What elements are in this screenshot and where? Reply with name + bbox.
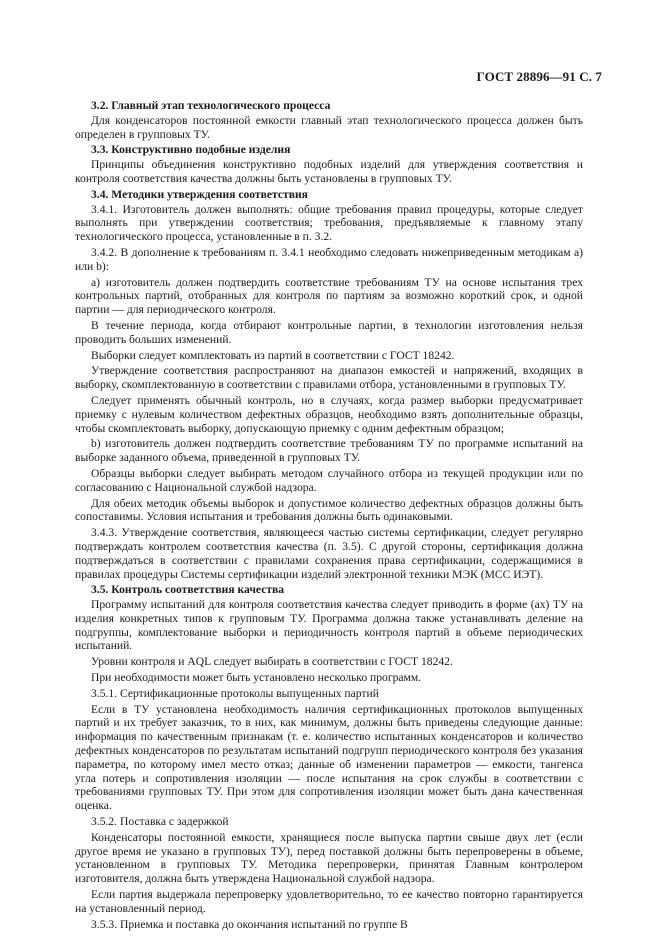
paragraph: 3.5.1. Сертификационные протоколы выпущенных партий bbox=[91, 686, 379, 700]
paragraph: Уровни контроля и AQL следует выбирать в соответствии с ГОСТ 18242. bbox=[91, 655, 453, 669]
paragraph: Если в ТУ установлена необходимость наличия сертификационных протоколов выпущенных партий и их требует заказчик, то в них, как минимум, должны быть приведены следующие данные: информация по качественным признакам (т. е. количество испытанных конденсаторов и количество дефектных конденсаторов по результатам испытаний подгрупп периодического контроля без указания параметра, по которому имел место отказ; данные об изменении параметров — емкости, тангенса угла потерь и сопротивления изоляции — после испытания на срок службы в соответствии с требованиями групповых ТУ. При этом для сопротивления изоляции может быть дана качественная оценка. bbox=[75, 702, 583, 813]
paragraph: Для конденсаторов постоянной емкости главный этап технологического процесса должен быть определен в групповых ТУ. bbox=[75, 113, 583, 141]
section-heading: 3.3. Конструктивно подобные изделия bbox=[91, 143, 291, 157]
paragraph: Утверждение соответствия распространяют на диапазон емкостей и напряжений, входящих в выборку, скомплектованную в соответствии с правилами отбора, установленными в групповых ТУ. bbox=[75, 364, 583, 392]
section-heading: 3.5. Контроль соответствия качества bbox=[91, 583, 285, 597]
document-body bbox=[75, 99, 583, 933]
paragraph: 3.4.2. В дополнение к требованиям п. 3.4.1 необходимо следовать нижеприведенным методикам а) или b): bbox=[75, 245, 583, 273]
paragraph: При необходимости может быть установлено несколько программ. bbox=[91, 671, 422, 685]
paragraph: Если партия выдержала перепроверку удовлетворительно, то ее качество повторно гарантируется на установленный период. bbox=[75, 888, 583, 915]
paragraph: b) изготовитель должен подтвердить соответствие требованиям ТУ по программе испытаний на выборке заданного объема, приведенной в групповых ТУ. bbox=[75, 437, 583, 465]
paragraph: Выборки следует комплектовать из партий в соответствии с ГОСТ 18242. bbox=[91, 348, 455, 362]
paragraph: 3.4.1. Изготовитель должен выполнять: общие требования правил процедуры, которые следует выполнять при утверждении соответствия; требования, предъявляемые к главному этапу технологического процесса, установленные в п. 3.2. bbox=[75, 202, 583, 244]
paragraph: Следует применять обычный контроль, но в случаях, когда размер выборки предусматривает приемку с нулевым количеством дефектных образцов, необходимо взять дополнительные образцы, чтобы скомплектовать выборку, допускающую приемку с одним дефектным образцом; bbox=[75, 393, 583, 435]
paragraph: Для обеих методик объемы выборок и допустимое количество дефектных образцов должны быть сопоставимы. Условия испытания и требования должны быть одинаковыми. bbox=[75, 496, 583, 524]
section-heading: 3.4. Методики утверждения соответствия bbox=[91, 187, 308, 201]
paragraph: 3.5.2. Поставка с задержкой bbox=[91, 815, 229, 829]
paragraph: Программу испытаний для контроля соответствия качества следует приводить в форме (ах) ТУ на изделия конкретных типов к групповым ТУ. Программа должна также устанавливать деление на подгруппы, комплектование выборки и периодичность контроля партий в объеме периодических испытаний. bbox=[75, 598, 583, 653]
paragraph: 3.5.3. Приемка и поставка до окончания испытаний по группе В bbox=[91, 917, 408, 931]
paragraph: В течение периода, когда отбирают контрольные партии, в технологии изготовления нельзя проводить больших изменений. bbox=[75, 318, 583, 346]
paragraph: Конденсаторы постоянной емкости, хранящиеся после выпуска партии свыше двух лет (если другое время не указано в групповых ТУ), перед поставкой должны быть перепроверены в объеме, установленном в групповых ТУ. Методика перепроверки, принятая Главным контролером изготовителя, должна быть утверждена Национальной службой надзора. bbox=[75, 830, 583, 886]
section-heading: 3.2. Главный этап технологического процесса bbox=[91, 99, 331, 112]
paragraph: Принципы объединения конструктивно подобных изделий для утверждения соответствия и контроля соответствия качества должны быть установлены в групповых ТУ. bbox=[75, 158, 583, 185]
paragraph: Образцы выборки следует выбирать методом случайного отбора из текущей продукции или по согласованию с Национальной службой надзора. bbox=[75, 466, 583, 494]
paragraph: а) изготовитель должен подтвердить соответствие требованиям ТУ на основе испытания трех контрольных партий, отобранных для контроля по партиям за возможно короткий срок, и одной партии — для периодического контроля. bbox=[75, 275, 583, 317]
page-header: ГОСТ 28896—91 С. 7 bbox=[476, 69, 602, 84]
paragraph: 3.4.3. Утверждение соответствия, являющееся частью системы сертификации, следует регулярно подтверждать контролем соответствия качества (п. 3.5). С другой стороны, сертификация должна подтверждаться в соответствии с правилами сохранения права сертификации, содержащимися в правилах процедуры Системы сертификации изделий электронной техники МЭК (МСС ИЭТ). bbox=[75, 526, 583, 581]
